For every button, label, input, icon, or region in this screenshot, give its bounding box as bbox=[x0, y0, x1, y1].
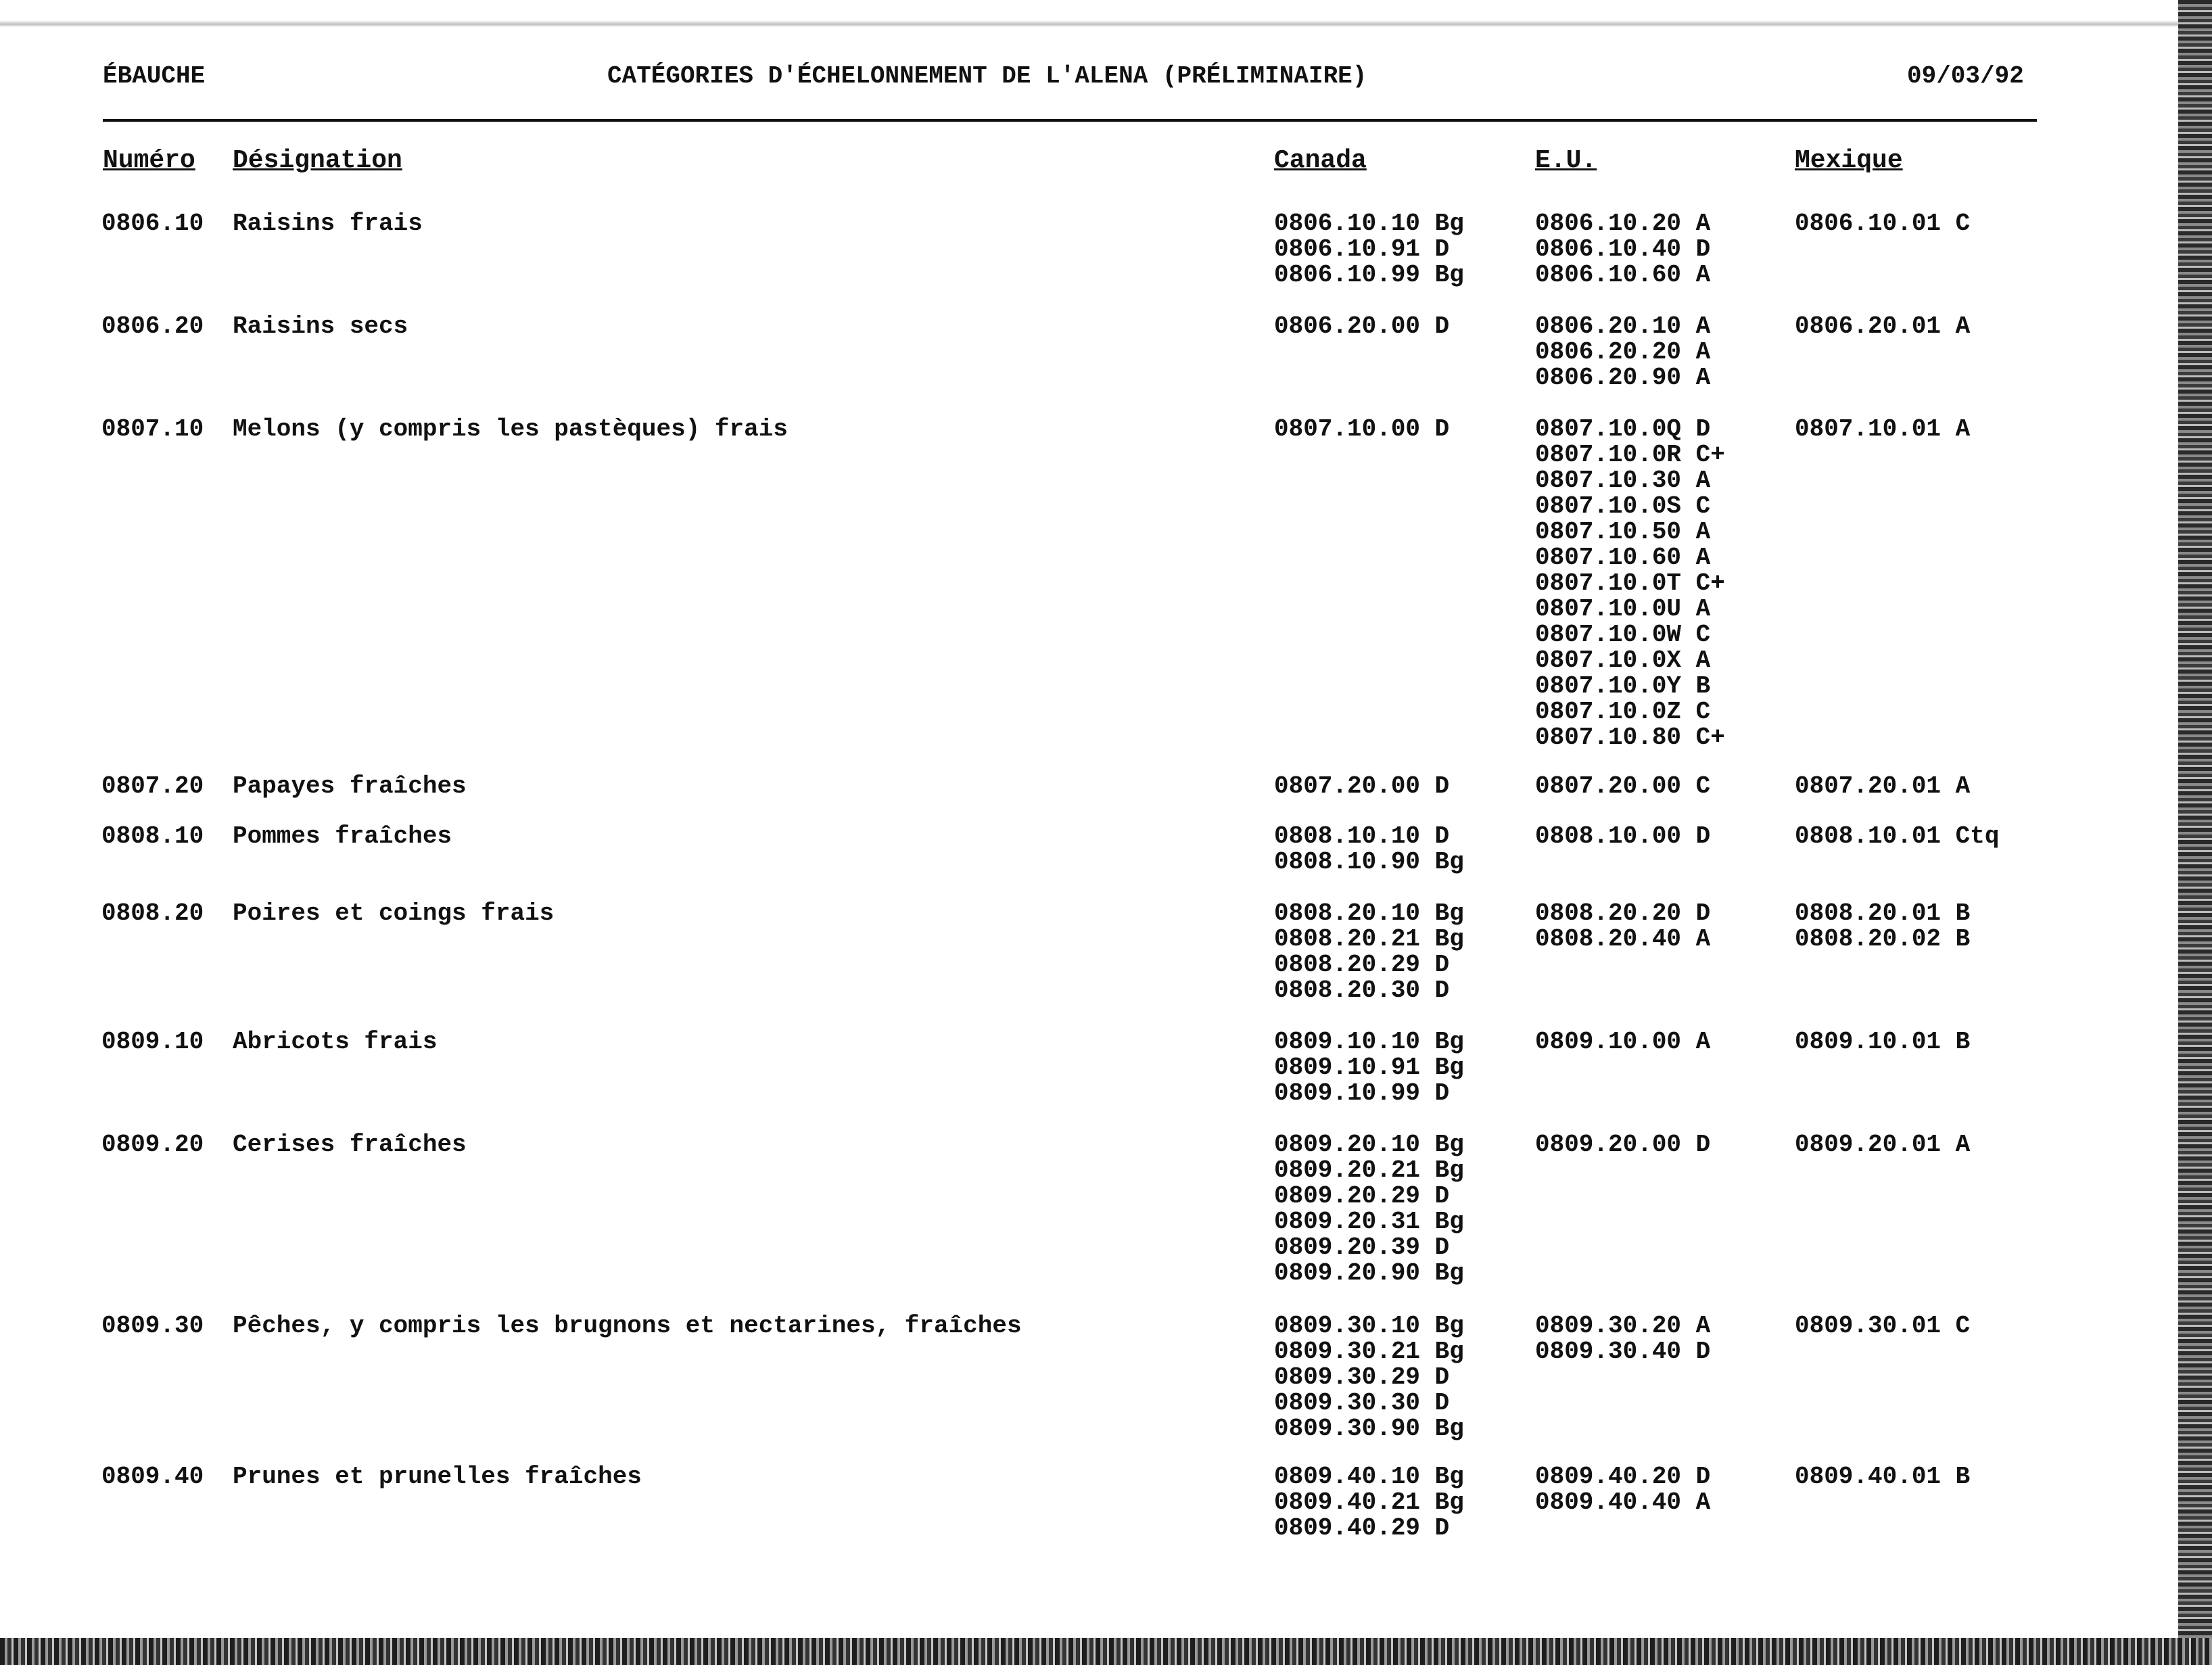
eu-codes bbox=[1535, 1132, 1710, 1158]
canada-codes bbox=[1274, 1464, 1464, 1541]
canada-codes bbox=[1274, 417, 1449, 442]
staging-code: 0809.20.39 D bbox=[1274, 1234, 1450, 1261]
staging-code: 0808.20.01 B bbox=[1795, 899, 1971, 927]
staging-code: 0806.20.00 D bbox=[1274, 312, 1450, 340]
staging-code: 0809.40.29 D bbox=[1274, 1514, 1450, 1542]
staging-code: 0807.10.00 D bbox=[1274, 415, 1450, 443]
column-header-designation: Désignation bbox=[233, 146, 402, 175]
staging-code: 0809.10.91 Bg bbox=[1274, 1054, 1464, 1081]
document-title: CATÉGORIES D'ÉCHELONNEMENT DE L'ALENA (PRÉLIMINAIRE) bbox=[607, 62, 1367, 90]
staging-code: 0809.30.10 Bg bbox=[1274, 1312, 1464, 1340]
mexique-codes bbox=[1795, 417, 1970, 442]
staging-code: 0806.20.20 A bbox=[1535, 338, 1711, 366]
staging-code: 0806.10.01 C bbox=[1795, 210, 1971, 237]
staging-code: 0808.20.20 D bbox=[1535, 899, 1711, 927]
eu-codes bbox=[1535, 314, 1710, 391]
staging-code: 0807.10.01 A bbox=[1795, 415, 1971, 443]
staging-code: 0809.20.10 Bg bbox=[1274, 1131, 1464, 1158]
canada-codes bbox=[1274, 824, 1464, 875]
staging-code: 0806.10.60 A bbox=[1535, 261, 1711, 289]
canada-codes bbox=[1274, 774, 1449, 799]
staging-code: 0807.10.60 A bbox=[1535, 544, 1711, 571]
tariff-number: 0809.40 bbox=[101, 1463, 204, 1491]
staging-code: 0809.40.21 Bg bbox=[1274, 1488, 1464, 1516]
staging-code: 0809.20.01 A bbox=[1795, 1131, 1971, 1158]
staging-code: 0806.20.10 A bbox=[1535, 312, 1711, 340]
staging-code: 0808.10.00 D bbox=[1535, 822, 1711, 850]
staging-code: 0807.10.0Q D bbox=[1535, 415, 1711, 443]
staging-code: 0809.40.40 A bbox=[1535, 1488, 1711, 1516]
canada-codes bbox=[1274, 1313, 1464, 1442]
column-header-canada: Canada bbox=[1274, 146, 1367, 175]
mexique-codes bbox=[1795, 211, 1970, 237]
canada-codes bbox=[1274, 1029, 1464, 1106]
staging-code: 0809.10.10 Bg bbox=[1274, 1028, 1464, 1056]
staging-code: 0809.30.30 D bbox=[1274, 1389, 1450, 1417]
staging-code: 0808.10.01 Ctq bbox=[1795, 822, 2000, 850]
mexique-codes bbox=[1795, 1132, 1970, 1158]
staging-code: 0808.20.02 B bbox=[1795, 925, 1971, 953]
eu-codes bbox=[1535, 1313, 1710, 1365]
product-designation: Abricots frais bbox=[233, 1028, 438, 1056]
staging-code: 0808.20.40 A bbox=[1535, 925, 1711, 953]
staging-code: 0809.20.29 D bbox=[1274, 1182, 1450, 1210]
staging-code: 0806.10.20 A bbox=[1535, 210, 1711, 237]
staging-code: 0807.10.0Y B bbox=[1535, 672, 1711, 700]
staging-code: 0809.30.29 D bbox=[1274, 1363, 1450, 1391]
product-designation: Raisins secs bbox=[233, 312, 408, 340]
tariff-number: 0807.20 bbox=[101, 772, 204, 800]
staging-code: 0808.20.30 D bbox=[1274, 977, 1450, 1004]
staging-code: 0809.30.20 A bbox=[1535, 1312, 1711, 1340]
staging-code: 0807.10.0S C bbox=[1535, 492, 1711, 520]
tariff-number: 0809.30 bbox=[101, 1312, 204, 1340]
staging-code: 0809.20.21 Bg bbox=[1274, 1156, 1464, 1184]
staging-code: 0807.10.50 A bbox=[1535, 518, 1711, 546]
product-designation: Melons (y compris les pastèques) frais bbox=[233, 415, 788, 443]
staging-code: 0807.10.0Z C bbox=[1535, 698, 1711, 726]
mexique-codes bbox=[1795, 1464, 1970, 1490]
staging-code: 0808.10.90 Bg bbox=[1274, 848, 1464, 876]
staging-code: 0806.20.90 A bbox=[1535, 364, 1711, 392]
tariff-number: 0809.10 bbox=[101, 1028, 204, 1056]
staging-code: 0809.20.00 D bbox=[1535, 1131, 1711, 1158]
scan-edge-right bbox=[2178, 0, 2212, 1665]
eu-codes bbox=[1535, 824, 1710, 849]
mexique-codes bbox=[1795, 314, 1970, 339]
staging-code: 0809.40.01 B bbox=[1795, 1463, 1971, 1491]
staging-code: 0809.40.10 Bg bbox=[1274, 1463, 1464, 1491]
staging-code: 0807.10.80 C+ bbox=[1535, 724, 1725, 751]
staging-code: 0807.10.0U A bbox=[1535, 595, 1711, 623]
staging-code: 0806.10.40 D bbox=[1535, 235, 1711, 263]
tariff-number: 0808.20 bbox=[101, 899, 204, 927]
staging-code: 0807.10.0R C+ bbox=[1535, 441, 1725, 469]
staging-code: 0807.10.0X A bbox=[1535, 647, 1711, 674]
staging-code: 0807.10.30 A bbox=[1535, 467, 1711, 494]
column-header-mexique: Mexique bbox=[1795, 146, 1903, 175]
staging-code: 0806.10.91 D bbox=[1274, 235, 1450, 263]
eu-codes bbox=[1535, 1464, 1710, 1516]
eu-codes bbox=[1535, 901, 1710, 952]
staging-code: 0806.10.99 Bg bbox=[1274, 261, 1464, 289]
canada-codes bbox=[1274, 1132, 1464, 1286]
staging-code: 0808.20.10 Bg bbox=[1274, 899, 1464, 927]
staging-code: 0809.10.00 A bbox=[1535, 1028, 1711, 1056]
eu-codes bbox=[1535, 417, 1725, 751]
staging-code: 0809.10.01 B bbox=[1795, 1028, 1971, 1056]
staging-code: 0807.20.01 A bbox=[1795, 772, 1971, 800]
canada-codes bbox=[1274, 314, 1449, 339]
product-designation: Pêches, y compris les brugnons et nectarines, fraîches bbox=[233, 1312, 1022, 1340]
tariff-number: 0806.10 bbox=[101, 210, 204, 237]
column-header-numero: Numéro bbox=[103, 146, 195, 175]
mexique-codes bbox=[1795, 1029, 1970, 1055]
eu-codes bbox=[1535, 774, 1710, 799]
staging-code: 0807.20.00 C bbox=[1535, 772, 1711, 800]
mexique-codes bbox=[1795, 774, 1970, 799]
staging-code: 0808.20.21 Bg bbox=[1274, 925, 1464, 953]
product-designation: Poires et coings frais bbox=[233, 899, 555, 927]
tariff-number: 0806.20 bbox=[101, 312, 204, 340]
staging-code: 0807.10.0W C bbox=[1535, 621, 1711, 649]
eu-codes bbox=[1535, 211, 1710, 288]
canada-codes bbox=[1274, 901, 1464, 1004]
canada-codes bbox=[1274, 211, 1464, 288]
document-date: 09/03/92 bbox=[1907, 62, 2024, 90]
staging-code: 0809.30.21 Bg bbox=[1274, 1338, 1464, 1365]
staging-code: 0809.30.01 C bbox=[1795, 1312, 1971, 1340]
header-rule bbox=[103, 119, 2037, 122]
product-designation: Raisins frais bbox=[233, 210, 423, 237]
eu-codes bbox=[1535, 1029, 1710, 1055]
tariff-number: 0808.10 bbox=[101, 822, 204, 850]
product-designation: Papayes fraîches bbox=[233, 772, 467, 800]
staging-code: 0809.40.20 D bbox=[1535, 1463, 1711, 1491]
staging-code: 0808.10.10 D bbox=[1274, 822, 1450, 850]
column-header-eu: E.U. bbox=[1535, 146, 1597, 175]
product-designation: Prunes et prunelles fraîches bbox=[233, 1463, 642, 1491]
staging-code: 0807.20.00 D bbox=[1274, 772, 1450, 800]
draft-label: ÉBAUCHE bbox=[103, 62, 206, 90]
staging-code: 0809.30.40 D bbox=[1535, 1338, 1711, 1365]
tariff-number: 0807.10 bbox=[101, 415, 204, 443]
staging-code: 0809.10.99 D bbox=[1274, 1079, 1450, 1107]
staging-code: 0807.10.0T C+ bbox=[1535, 569, 1725, 597]
mexique-codes bbox=[1795, 901, 1970, 952]
staging-code: 0806.20.01 A bbox=[1795, 312, 1971, 340]
mexique-codes bbox=[1795, 824, 1999, 849]
product-designation: Cerises fraîches bbox=[233, 1131, 467, 1158]
staging-code: 0808.20.29 D bbox=[1274, 951, 1450, 979]
staging-code: 0809.20.31 Bg bbox=[1274, 1208, 1464, 1236]
tariff-number: 0809.20 bbox=[101, 1131, 204, 1158]
staging-code: 0809.30.90 Bg bbox=[1274, 1415, 1464, 1443]
scan-edge-bottom bbox=[0, 1638, 2212, 1665]
mexique-codes bbox=[1795, 1313, 1970, 1339]
staging-code: 0809.20.90 Bg bbox=[1274, 1259, 1464, 1287]
product-designation: Pommes fraîches bbox=[233, 822, 452, 850]
staging-code: 0806.10.10 Bg bbox=[1274, 210, 1464, 237]
